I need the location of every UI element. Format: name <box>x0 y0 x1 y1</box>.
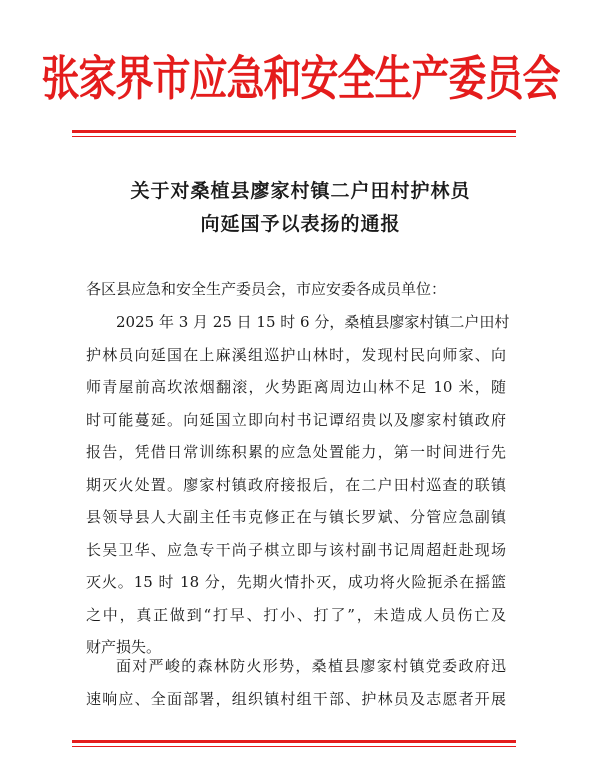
masthead-rule-thin <box>72 136 516 137</box>
body-line: 报告，凭借日常训练积累的应急处置能力，第一时间进行先 <box>86 443 506 461</box>
body-line: 面对严峻的森林防火形势，桑植县廖家村镇党委政府迅 <box>116 657 506 675</box>
body-line: 2025 年 3 月 25 日 15 时 6 分，桑植县廖家村镇二户田村 <box>116 313 510 331</box>
document-title-line-2: 向延国予以表扬的通报 <box>200 213 401 235</box>
document-title-line-1: 关于对桑植县廖家村镇二户田村护林员 <box>130 180 471 202</box>
body-line: 速响应、全面部署，组织镇村组干部、护林员及志愿者开展 <box>86 689 506 708</box>
body-line: 护林员向延国在上麻溪组巡护山林时，发现村民向师家、向 <box>86 345 506 364</box>
body-paragraph-1 <box>86 306 510 664</box>
body-line: 期灭火处置。廖家村镇政府接报后，在二户田村巡查的联镇 <box>86 475 506 494</box>
body-paragraph-2 <box>86 650 506 715</box>
body-line: 师青屋前高坎浓烟翻滚，火势距离周边山林不足 10 米，随 <box>86 378 506 396</box>
body-line: 时可能蔓延。向延国立即向村书记谭绍贵以及廖家村镇政府 <box>86 410 506 429</box>
footer-rule-thick <box>72 740 516 743</box>
salutation: 各区县应急和安全生产委员会，市应安委各成员单位： <box>86 280 447 298</box>
masthead: 张家界市应急和安全生产委员会 <box>41 50 560 107</box>
body-line: 长吴卫华、应急专干尚子棋立即与该村副书记周超赶赴现场 <box>86 540 506 559</box>
body-line: 之中，真正做到“打早、打小、打了”，未造成人员伤亡及 <box>86 605 506 624</box>
body-line: 县领导县人大副主任韦克修正在与镇长罗斌、分管应急副镇 <box>86 508 506 526</box>
footer-rule-thin <box>72 746 516 747</box>
masthead-rule-thick <box>72 130 516 133</box>
body-line: 灭火。15 时 18 分，先期火情扑灭，成功将火险扼杀在摇篮 <box>86 573 506 591</box>
body-line: 财产损失。 <box>86 638 162 656</box>
